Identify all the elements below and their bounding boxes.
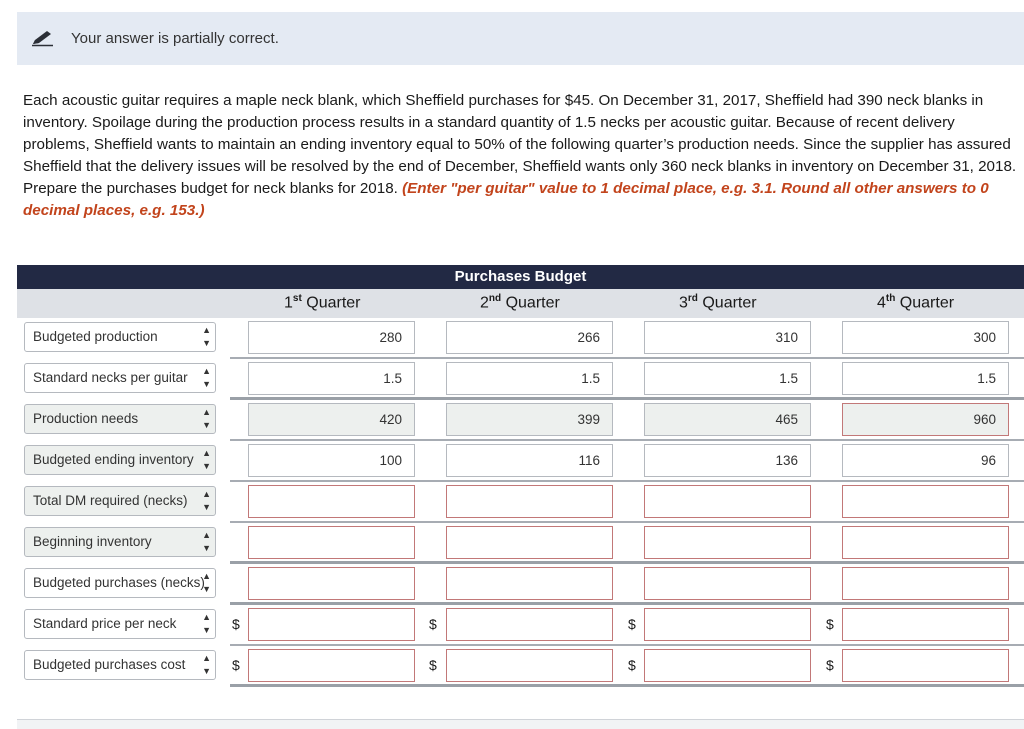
quarter-number: 1 — [284, 294, 293, 312]
quarter-label: Quarter — [501, 294, 560, 312]
quarter-value-input[interactable] — [248, 649, 415, 682]
quarter-value-input[interactable] — [446, 608, 613, 641]
quarter-value-input[interactable]: 266 — [446, 321, 613, 354]
next-section-bar — [17, 719, 1024, 729]
quarter-value-input[interactable] — [446, 485, 613, 518]
row-label-select[interactable] — [24, 609, 216, 639]
updown-chevron-icon: ▲ ▼ — [202, 489, 211, 512]
updown-chevron-icon: ▲ ▼ — [202, 530, 211, 553]
feedback-message: Your answer is partially correct. — [71, 30, 279, 47]
quarter-label: Quarter — [301, 294, 361, 312]
quarter-value-input[interactable]: 136 — [644, 444, 811, 477]
updown-chevron-icon: ▲ ▼ — [202, 653, 211, 676]
row-label-select[interactable] — [24, 445, 216, 475]
table-row — [17, 400, 1024, 441]
currency-symbol: $ — [232, 616, 240, 632]
quarter-value-input[interactable]: 1.5 — [644, 362, 811, 395]
table-title: Purchases Budget — [17, 265, 1024, 289]
row-label-select[interactable] — [24, 527, 216, 557]
quarter-value-input[interactable] — [842, 649, 1009, 682]
table-row — [17, 605, 1024, 646]
updown-chevron-icon: ▲ ▼ — [202, 366, 211, 389]
row-label-text: Budgeted production — [33, 329, 158, 344]
currency-symbol: $ — [826, 616, 834, 632]
table-row — [17, 441, 1024, 482]
quarter-value-input[interactable]: 1.5 — [842, 362, 1009, 395]
quarter-value-input[interactable]: 399 — [446, 403, 613, 436]
row-label-text: Production needs — [33, 411, 139, 426]
quarter-number: 2 — [480, 294, 489, 312]
table-row — [17, 523, 1024, 564]
quarter-value-input[interactable] — [644, 608, 811, 641]
quarter-header — [480, 293, 560, 312]
quarter-ordinal: nd — [488, 293, 502, 304]
table-row — [17, 564, 1024, 605]
updown-chevron-icon: ▲ ▼ — [202, 448, 211, 471]
quarter-value-input[interactable] — [248, 526, 415, 559]
quarter-label: Quarter — [895, 294, 955, 312]
currency-symbol: $ — [826, 657, 834, 673]
row-label-select[interactable] — [24, 404, 216, 434]
row-label-text: Budgeted ending inventory — [33, 452, 194, 467]
quarter-number: 3 — [679, 294, 688, 312]
row-label-text: Beginning inventory — [33, 534, 152, 549]
quarter-ordinal: st — [292, 293, 302, 304]
quarter-value-input[interactable]: 420 — [248, 403, 415, 436]
row-label-text: Standard necks per guitar — [33, 370, 188, 385]
quarter-value-input[interactable] — [248, 485, 415, 518]
row-label-select[interactable] — [24, 322, 216, 352]
currency-symbol: $ — [232, 657, 240, 673]
row-label-select[interactable] — [24, 650, 216, 680]
quarter-value-input[interactable] — [842, 567, 1009, 600]
quarter-value-input[interactable] — [644, 649, 811, 682]
table-row — [17, 318, 1024, 359]
currency-symbol: $ — [628, 616, 636, 632]
currency-symbol: $ — [628, 657, 636, 673]
question-text — [23, 90, 1023, 222]
quarter-value-input[interactable]: 1.5 — [248, 362, 415, 395]
quarter-value-input[interactable] — [248, 567, 415, 600]
row-label-text: Total DM required (necks) — [33, 493, 188, 508]
updown-chevron-icon: ▲ ▼ — [202, 407, 211, 430]
quarter-ordinal: rd — [687, 293, 698, 304]
question-body: Each acoustic guitar requires a maple neck blank, which Sheffield purchases for $45. On December 31, 2017, Sheffield had 390 neck blanks in inventory. Spoilage during the production process results in a standard quantity of 1.5 necks per acoustic guitar. Because of recent delivery problems, Sheffield wants to maintain an ending inventory equal to 50% of the following quarter’s production needs. Since the supplier has assured Sheffield that the delivery issues will be resolved by the end of December, Sheffield wants only 360 neck blanks in inventory on December 31, 2018. Prepare the purchases budget for neck blanks for 2018. — [23, 92, 1017, 197]
quarter-value-input[interactable] — [446, 567, 613, 600]
quarter-value-input[interactable] — [842, 608, 1009, 641]
table-row — [17, 359, 1024, 400]
row-label-text: Budgeted purchases cost — [33, 657, 186, 672]
quarter-header-row — [17, 289, 1024, 318]
pencil-icon — [31, 29, 55, 47]
quarter-number: 4 — [877, 294, 886, 312]
table-row — [17, 482, 1024, 523]
quarter-value-input[interactable]: 960 — [842, 403, 1009, 436]
quarter-value-input[interactable]: 96 — [842, 444, 1009, 477]
quarter-value-input[interactable]: 300 — [842, 321, 1009, 354]
quarter-label: Quarter — [697, 294, 757, 312]
quarter-value-input[interactable]: 310 — [644, 321, 811, 354]
quarter-value-input[interactable] — [446, 526, 613, 559]
quarter-header — [284, 293, 361, 312]
quarter-value-input[interactable]: 280 — [248, 321, 415, 354]
row-label-select[interactable] — [24, 568, 216, 598]
quarter-value-input[interactable] — [842, 526, 1009, 559]
quarter-value-input[interactable] — [644, 526, 811, 559]
updown-chevron-icon: ▲ ▼ — [202, 325, 211, 348]
row-label-text: Standard price per neck — [33, 616, 177, 631]
quarter-header — [679, 293, 757, 312]
quarter-value-input[interactable]: 1.5 — [446, 362, 613, 395]
updown-chevron-icon: ▲ ▼ — [202, 612, 211, 635]
quarter-value-input[interactable] — [248, 608, 415, 641]
feedback-banner — [17, 12, 1024, 65]
question-hint: (Enter "per guitar" value to 1 decimal place, e.g. 3.1. Round all other answers to 0 decimal places, e.g. 153.) — [23, 180, 989, 219]
updown-chevron-icon: ▲ ▼ — [202, 571, 211, 594]
quarter-value-input[interactable] — [644, 567, 811, 600]
quarter-value-input[interactable]: 465 — [644, 403, 811, 436]
quarter-value-input[interactable]: 100 — [248, 444, 415, 477]
row-label-select[interactable] — [24, 486, 216, 516]
quarter-value-input[interactable] — [842, 485, 1009, 518]
quarter-value-input[interactable] — [446, 649, 613, 682]
quarter-value-input[interactable] — [644, 485, 811, 518]
quarter-ordinal: th — [885, 293, 896, 304]
table-row — [17, 646, 1024, 687]
row-separator — [230, 684, 1024, 687]
quarter-header — [877, 293, 954, 312]
quarter-value-input[interactable]: 116 — [446, 444, 613, 477]
currency-symbol: $ — [429, 657, 437, 673]
currency-symbol: $ — [429, 616, 437, 632]
row-label-select[interactable] — [24, 363, 216, 393]
row-label-text: Budgeted purchases (necks) — [33, 575, 205, 590]
